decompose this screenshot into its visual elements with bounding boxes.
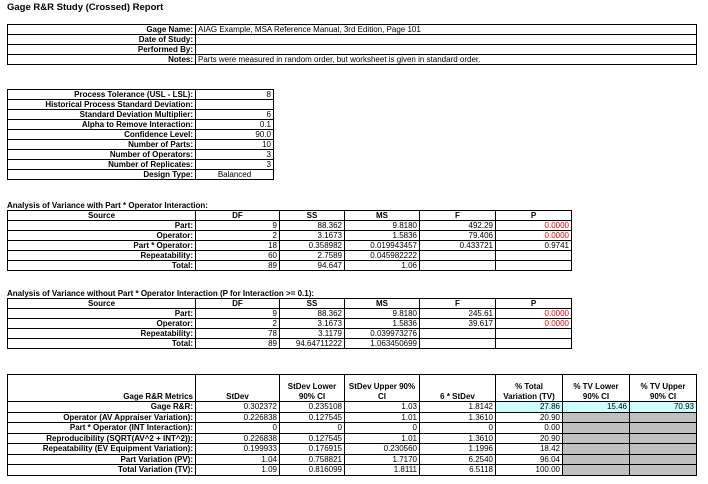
pct-cell: 100.00 (496, 465, 563, 476)
gage-rr-metrics-table (7, 374, 697, 476)
lower-cell: 0.127545 (280, 433, 345, 444)
table-row (8, 444, 697, 455)
table-row (8, 412, 697, 423)
study-info-table (7, 24, 697, 65)
six-cell: 6.2540 (420, 454, 496, 465)
table-row (8, 130, 274, 140)
column-header: StDev Upper 90% CI (345, 375, 420, 402)
upper-cell: 1.7170 (345, 454, 420, 465)
column-header: F (420, 299, 496, 309)
stdev-cell: 0 (196, 423, 280, 434)
source-label: Total: (8, 261, 196, 271)
performed-by-label: Performed By: (8, 45, 196, 55)
tv_lower-cell (563, 433, 630, 444)
ms-cell: 0.039973276 (345, 329, 420, 339)
f-cell (420, 329, 496, 339)
table-row (8, 251, 572, 261)
column-header: Source (8, 211, 196, 221)
ss-cell: 94.647 (280, 261, 345, 271)
tv_lower-cell (563, 454, 630, 465)
metric-label: Part * Operator (INT Interaction): (8, 423, 196, 434)
param-value[interactable]: 0.1 (196, 120, 274, 130)
column-header: % Total Variation (TV) (496, 375, 563, 402)
table-row (8, 319, 572, 329)
upper-cell: 1.8111 (345, 465, 420, 476)
table-header-row (8, 211, 572, 221)
table-row (8, 339, 572, 349)
param-label: Confidence Level: (8, 130, 196, 140)
table-row (8, 329, 572, 339)
ms-cell: 0.045982222 (345, 251, 420, 261)
upper-cell: 1.01 (345, 433, 420, 444)
table-row (8, 150, 274, 160)
anova-without-interaction-title: Analysis of Variance without Part * Operator Interaction (P for Interaction >= 0.1): (7, 289, 315, 298)
df-cell: 89 (196, 339, 280, 349)
ss-cell: 3.1673 (280, 319, 345, 329)
lower-cell: 0.235108 (280, 402, 345, 413)
param-value[interactable]: 3 (196, 160, 274, 170)
ss-cell: 3.1673 (280, 231, 345, 241)
param-value[interactable]: 90.0 (196, 130, 274, 140)
p-cell: 0.0000 (496, 309, 572, 319)
stdev-cell: 0.199933 (196, 444, 280, 455)
df-cell: 2 (196, 231, 280, 241)
ms-cell: 9.8180 (345, 221, 420, 231)
tv_upper-cell: 70.93 (630, 402, 697, 413)
column-header: DF (196, 211, 280, 221)
param-value[interactable] (196, 100, 274, 110)
table-row (8, 433, 697, 444)
upper-cell: 0.230560 (345, 444, 420, 455)
param-label: Design Type: (8, 170, 196, 180)
f-cell (420, 261, 496, 271)
stdev-cell: 1.04 (196, 454, 280, 465)
table-row (8, 309, 572, 319)
pct-cell: 18.42 (496, 444, 563, 455)
date-of-study-label: Date of Study: (8, 35, 196, 45)
stdev-cell: 0.226838 (196, 433, 280, 444)
six-cell: 1.3610 (420, 412, 496, 423)
p-cell: 0.0000 (496, 319, 572, 329)
table-row (8, 140, 274, 150)
metric-label: Total Variation (TV): (8, 465, 196, 476)
stdev-cell: 1.09 (196, 465, 280, 476)
df-cell: 9 (196, 309, 280, 319)
table-row (8, 120, 274, 130)
stdev-cell: 0.302372 (196, 402, 280, 413)
df-cell: 9 (196, 221, 280, 231)
upper-cell: 1.01 (345, 412, 420, 423)
pct-cell: 20.90 (496, 412, 563, 423)
column-header: F (420, 211, 496, 221)
ss-cell: 2.7589 (280, 251, 345, 261)
tv_lower-cell (563, 465, 630, 476)
tv_lower-cell (563, 423, 630, 434)
table-row (8, 221, 572, 231)
performed-by-value[interactable] (196, 45, 697, 55)
pct-cell: 96.04 (496, 454, 563, 465)
ss-cell: 3.1179 (280, 329, 345, 339)
source-label: Total: (8, 339, 196, 349)
table-row (8, 25, 697, 35)
tv_upper-cell (630, 433, 697, 444)
date-of-study-value[interactable] (196, 35, 697, 45)
table-row (8, 261, 572, 271)
column-header: MS (345, 211, 420, 221)
param-value[interactable]: Balanced (196, 170, 274, 180)
lower-cell: 0.816099 (280, 465, 345, 476)
source-label: Part: (8, 309, 196, 319)
table-row (8, 45, 697, 55)
ms-cell: 9.8180 (345, 309, 420, 319)
f-cell (420, 251, 496, 261)
f-cell: 245.61 (420, 309, 496, 319)
param-label: Alpha to Remove Interaction: (8, 120, 196, 130)
column-header: % TV Upper 90% CI (630, 375, 697, 402)
anova-without-interaction-table (7, 298, 572, 349)
gage-name-label: Gage Name: (8, 25, 196, 35)
table-row (8, 423, 697, 434)
source-label: Part * Operator: (8, 241, 196, 251)
column-header: StDev Lower 90% CI (280, 375, 345, 402)
p-cell (496, 329, 572, 339)
ms-cell: 0.019943457 (345, 241, 420, 251)
column-header: SS (280, 211, 345, 221)
table-row (8, 55, 697, 65)
column-header: Source (8, 299, 196, 309)
tv_upper-cell (630, 412, 697, 423)
column-header: 6 * StDev (420, 375, 496, 402)
table-row (8, 465, 697, 476)
ss-cell: 88.362 (280, 221, 345, 231)
metric-label: Operator (AV Appraiser Variation): (8, 412, 196, 423)
param-label: Standard Deviation Multiplier: (8, 110, 196, 120)
metric-label: Part Variation (PV): (8, 454, 196, 465)
df-cell: 18 (196, 241, 280, 251)
source-label: Repeatability: (8, 329, 196, 339)
p-cell (496, 261, 572, 271)
anova-with-interaction-table (7, 210, 572, 271)
p-cell: 0.0000 (496, 221, 572, 231)
six-cell: 0 (420, 423, 496, 434)
ss-cell: 94.64711222 (280, 339, 345, 349)
source-label: Repeatability: (8, 251, 196, 261)
six-cell: 6.5118 (420, 465, 496, 476)
table-header-row (8, 299, 572, 309)
table-row (8, 35, 697, 45)
ms-cell: 1.5836 (345, 319, 420, 329)
table-row (8, 170, 274, 180)
table-row (8, 454, 697, 465)
metric-label: Reproducibility (SQRT(AV^2 + INT^2)): (8, 433, 196, 444)
param-label: Number of Replicates: (8, 160, 196, 170)
pct-cell: 0.00 (496, 423, 563, 434)
param-value[interactable]: 3 (196, 150, 274, 160)
report-title: Gage R&R Study (Crossed) Report (7, 2, 164, 13)
column-header: P (496, 211, 572, 221)
lower-cell: 0.176915 (280, 444, 345, 455)
p-cell (496, 339, 572, 349)
metric-label: Gage R&R: (8, 402, 196, 413)
column-header: StDev (196, 375, 280, 402)
df-cell: 60 (196, 251, 280, 261)
column-header: MS (345, 299, 420, 309)
f-cell: 0.433721 (420, 241, 496, 251)
param-value[interactable]: 6 (196, 110, 274, 120)
param-value[interactable]: 8 (196, 90, 274, 100)
gage-name-value[interactable]: AIAG Example, MSA Reference Manual, 3rd Edition, Page 101 (196, 25, 697, 35)
table-header-row (8, 375, 697, 402)
ss-cell: 88.362 (280, 309, 345, 319)
table-row (8, 402, 697, 413)
df-cell: 2 (196, 319, 280, 329)
source-label: Operator: (8, 231, 196, 241)
table-row (8, 90, 274, 100)
lower-cell: 0 (280, 423, 345, 434)
ms-cell: 1.5836 (345, 231, 420, 241)
ms-cell: 1.063450699 (345, 339, 420, 349)
f-cell (420, 339, 496, 349)
f-cell: 79.406 (420, 231, 496, 241)
df-cell: 78 (196, 329, 280, 339)
anova-with-interaction-title: Analysis of Variance with Part * Operator Interaction: (7, 201, 208, 210)
f-cell: 492.29 (420, 221, 496, 231)
tv_upper-cell (630, 444, 697, 455)
notes-label: Notes: (8, 55, 196, 65)
param-label: Number of Operators: (8, 150, 196, 160)
table-row (8, 100, 274, 110)
column-header: % TV Lower 90% CI (563, 375, 630, 402)
column-header: SS (280, 299, 345, 309)
tv_lower-cell: 15.46 (563, 402, 630, 413)
six-cell: 1.8142 (420, 402, 496, 413)
tv_upper-cell (630, 454, 697, 465)
tv_upper-cell (630, 423, 697, 434)
table-row (8, 110, 274, 120)
six-cell: 1.1996 (420, 444, 496, 455)
f-cell: 39.617 (420, 319, 496, 329)
df-cell: 89 (196, 261, 280, 271)
metric-label: Repeatability (EV Equipment Variation): (8, 444, 196, 455)
ms-cell: 1.06 (345, 261, 420, 271)
parameters-table (7, 89, 274, 180)
param-label: Number of Parts: (8, 140, 196, 150)
pct-cell: 27.86 (496, 402, 563, 413)
upper-cell: 0 (345, 423, 420, 434)
param-label: Historical Process Standard Deviation: (8, 100, 196, 110)
p-cell (496, 251, 572, 261)
table-row (8, 160, 274, 170)
pct-cell: 20.90 (496, 433, 563, 444)
upper-cell: 1.03 (345, 402, 420, 413)
column-header: P (496, 299, 572, 309)
table-row (8, 241, 572, 251)
column-header: DF (196, 299, 280, 309)
notes-value[interactable]: Parts were measured in random order, but worksheet is given in standard order. (196, 55, 697, 65)
tv_lower-cell (563, 412, 630, 423)
lower-cell: 0.127545 (280, 412, 345, 423)
ss-cell: 0.358982 (280, 241, 345, 251)
stdev-cell: 0.226838 (196, 412, 280, 423)
six-cell: 1.3610 (420, 433, 496, 444)
p-cell: 0.9741 (496, 241, 572, 251)
source-label: Part: (8, 221, 196, 231)
source-label: Operator: (8, 319, 196, 329)
p-cell: 0.0000 (496, 231, 572, 241)
column-header: Gage R&R Metrics (8, 375, 196, 402)
param-label: Process Tolerance (USL - LSL): (8, 90, 196, 100)
tv_upper-cell (630, 465, 697, 476)
lower-cell: 0.758821 (280, 454, 345, 465)
param-value[interactable]: 10 (196, 140, 274, 150)
table-row (8, 231, 572, 241)
tv_lower-cell (563, 444, 630, 455)
